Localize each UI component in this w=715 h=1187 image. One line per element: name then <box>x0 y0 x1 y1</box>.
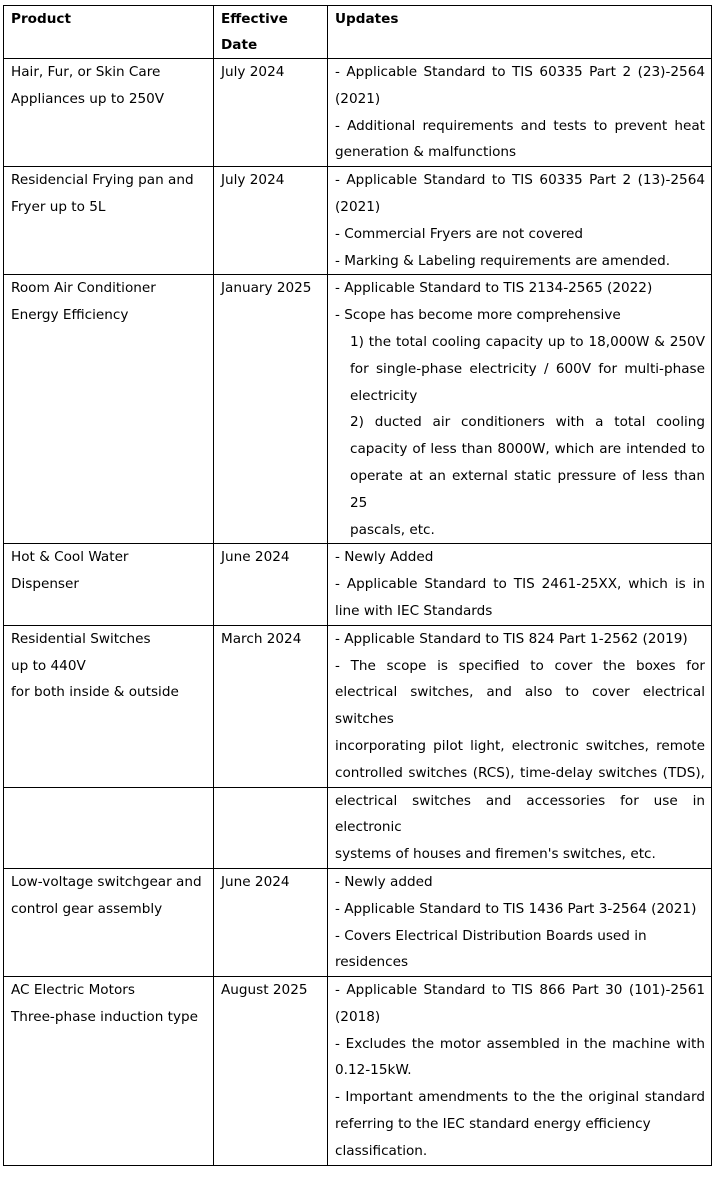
table-row <box>4 977 712 1166</box>
update-line: - Additional requirements and tests to prevent heat <box>335 117 705 134</box>
product-line: control gear assembly <box>11 900 163 917</box>
update-line: (2021) <box>335 90 381 107</box>
product-line: for both inside & outside <box>11 684 179 701</box>
update-line: systems of houses and firemen's switches, etc. <box>335 846 656 863</box>
product-line: Low-voltage switchgear and <box>11 873 202 890</box>
product-line: AC Electric Motors <box>11 982 135 999</box>
table-row <box>4 625 712 787</box>
product-line: Fryer up to 5L <box>11 198 106 215</box>
update-line: - Marking & Labeling requirements are amended. <box>335 252 671 269</box>
update-line: - The scope is specified to cover the boxes for <box>335 657 705 674</box>
product-line: up to 440V <box>11 657 86 674</box>
effective-date: July 2024 <box>221 172 285 189</box>
product-cell <box>4 977 214 1166</box>
update-line: referring to the IEC standard energy efficiency <box>335 1116 651 1133</box>
product-cell <box>4 544 214 625</box>
effective-date: August 2025 <box>221 982 308 999</box>
effective-date-cell <box>214 544 328 625</box>
effective-date-cell <box>214 977 328 1166</box>
effective-date: March 2024 <box>221 630 302 647</box>
update-line: incorporating pilot light, electronic switches, remote <box>335 737 705 754</box>
updates-cell <box>328 625 712 787</box>
update-line: - Applicable Standard to TIS 60335 Part 2 (23)-2564 <box>335 64 705 80</box>
update-line: classification. <box>335 1142 428 1159</box>
product-cell <box>4 275 214 544</box>
update-line: (2021) <box>335 198 381 215</box>
update-line: electrical switches and accessories for use in electronic <box>335 792 705 836</box>
update-line: electricity <box>350 387 418 404</box>
product-cell <box>4 59 214 167</box>
update-line: 0.12-15kW. <box>335 1062 412 1079</box>
product-line: Dispenser <box>11 576 79 593</box>
update-line: - Applicable Standard to TIS 866 Part 30 (101)-2561 <box>335 982 705 999</box>
product-line: Hot & Cool Water <box>11 549 129 566</box>
product-cell <box>4 787 214 868</box>
update-line: - Important amendments to the the original standard <box>335 1089 705 1106</box>
header-updates: Updates <box>328 6 712 59</box>
update-line: (2018) <box>335 1008 381 1025</box>
table-row <box>4 868 712 976</box>
product-line: Room Air Conditioner <box>11 280 156 297</box>
table-row <box>4 544 712 625</box>
update-line: - Excludes the motor assembled in the machine with <box>335 1035 705 1052</box>
product-line: Three-phase induction type <box>11 1008 199 1025</box>
update-line: 2) ducted air conditioners with a total cooling <box>350 414 705 431</box>
table-row <box>4 275 712 544</box>
product-cell <box>4 868 214 976</box>
update-line: pascals, etc. <box>350 521 435 538</box>
update-line: - Applicable Standard to TIS 824 Part 1-2562 (2019) <box>335 630 688 647</box>
product-line: Energy Efficiency <box>11 307 129 324</box>
table-row <box>4 59 712 167</box>
updates-cell <box>328 977 712 1166</box>
update-line: line with IEC Standards <box>335 602 493 619</box>
effective-date-cell <box>214 787 328 868</box>
effective-date: June 2024 <box>221 549 290 566</box>
update-line: - Scope has become more comprehensive <box>335 307 621 324</box>
table-header-row <box>4 6 712 59</box>
effective-date-cell <box>214 59 328 167</box>
update-line: - Applicable Standard to TIS 60335 Part 2 (13)-2564 <box>335 172 705 189</box>
update-line: for single-phase electricity / 600V for multi-phase <box>350 360 705 377</box>
update-line: - Applicable Standard to TIS 2461-25XX, which is in <box>335 576 705 593</box>
product-line: Residential Switches <box>11 630 151 647</box>
update-line: 1) the total cooling capacity up to 18,000W & 250V <box>350 333 705 350</box>
update-line: residences <box>335 954 409 971</box>
product-line: Appliances up to 250V <box>11 90 165 107</box>
update-line: - Applicable Standard to TIS 2134-2565 (2022) <box>335 280 653 297</box>
update-line: controlled switches (RCS), time-delay switches (TDS), <box>335 764 705 781</box>
header-product: Product <box>4 6 214 59</box>
updates-cell <box>328 275 712 544</box>
updates-cell <box>328 787 712 868</box>
update-line: - Covers Electrical Distribution Boards used in <box>335 927 647 944</box>
product-line: Residencial Frying pan and <box>11 172 194 189</box>
effective-date-cell <box>214 275 328 544</box>
effective-date-cell <box>214 625 328 787</box>
update-line: - Commercial Fryers are not covered <box>335 225 584 242</box>
effective-date-cell <box>214 868 328 976</box>
product-cell <box>4 167 214 275</box>
update-line: - Newly Added <box>335 549 434 566</box>
update-line: electrical switches, and also to cover electrical switches <box>335 684 705 728</box>
updates-cell <box>328 167 712 275</box>
table-row <box>4 787 712 868</box>
effective-date: June 2024 <box>221 873 290 890</box>
effective-date: July 2024 <box>221 64 285 80</box>
effective-date-cell <box>214 167 328 275</box>
product-cell <box>4 625 214 787</box>
update-line: - Applicable Standard to TIS 1436 Part 3-2564 (2021) <box>335 900 697 917</box>
update-line: - Newly added <box>335 873 433 890</box>
updates-table <box>3 5 712 1166</box>
update-line: generation & malfunctions <box>335 144 517 161</box>
effective-date: January 2025 <box>221 280 312 297</box>
updates-cell <box>328 868 712 976</box>
header-effective-date: Effective Date <box>214 6 328 59</box>
update-line: operate at an external static pressure of less than 25 <box>350 467 705 511</box>
table-row <box>4 167 712 275</box>
update-line: capacity of less than 8000W, which are intended to <box>350 441 705 458</box>
updates-cell <box>328 59 712 167</box>
updates-cell <box>328 544 712 625</box>
product-line: Hair, Fur, or Skin Care <box>11 64 161 80</box>
